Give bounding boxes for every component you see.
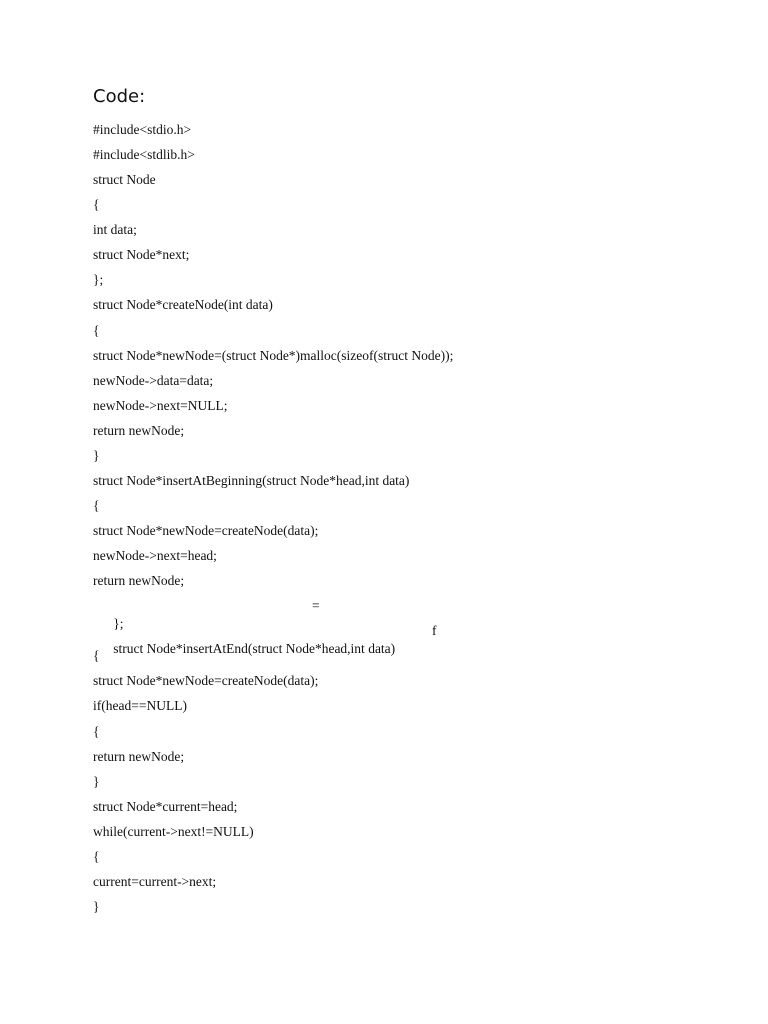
code-line: while(current->next!=NULL) <box>93 823 254 839</box>
code-line: struct Node*newNode=createNode(data); <box>93 673 319 689</box>
code-line: return newNode; <box>93 422 185 438</box>
code-line: struct Node <box>93 172 156 188</box>
code-line: { <box>93 197 100 213</box>
code-line: { <box>93 497 100 513</box>
stray-f-mark: f <box>432 623 437 639</box>
code-line: struct Node*current=head; <box>93 798 238 814</box>
code-line: return newNode; <box>93 573 185 589</box>
code-line: current=current->next; <box>93 873 217 889</box>
code-line: struct Node*newNode=createNode(data); <box>93 523 319 538</box>
code-line: { <box>93 322 100 338</box>
code-line: struct Node*createNode(int data) <box>93 297 273 313</box>
code-line: newNode->next=head; <box>93 548 217 564</box>
code-line-with-stray-equals <box>93 597 453 632</box>
code-line: } <box>93 447 100 463</box>
code-line: } <box>93 898 100 914</box>
code-line: }; <box>93 272 104 288</box>
code-line: struct Node*next; <box>93 247 190 263</box>
code-line: { <box>93 648 100 664</box>
code-line: #include<stdio.h> <box>93 122 192 137</box>
code-line: newNode->data=data; <box>93 372 214 388</box>
code-line: struct Node*newNode=(struct Node*)malloc(sizeof(struct Node)); <box>93 347 454 363</box>
section-heading: Code: <box>93 86 146 107</box>
code-line: if(head==NULL) <box>93 698 187 714</box>
code-line: int data; <box>93 222 137 238</box>
code-line: #include<stdlib.h> <box>93 147 195 163</box>
code-line: newNode->next=NULL; <box>93 397 228 413</box>
code-line: } <box>93 773 100 789</box>
code-line: return newNode; <box>93 748 185 764</box>
code-block <box>93 121 453 923</box>
code-line-text: }; <box>113 616 124 632</box>
code-line: struct Node*insertAtBeginning(struct Node*head,int data) <box>93 472 410 488</box>
code-line: { <box>93 848 100 864</box>
code-line-text: struct Node*insertAtEnd(struct Node*head,int data) <box>113 641 396 657</box>
stray-equals-mark: = <box>312 598 320 614</box>
code-line-with-stray-f <box>93 622 453 657</box>
code-line: { <box>93 723 100 739</box>
